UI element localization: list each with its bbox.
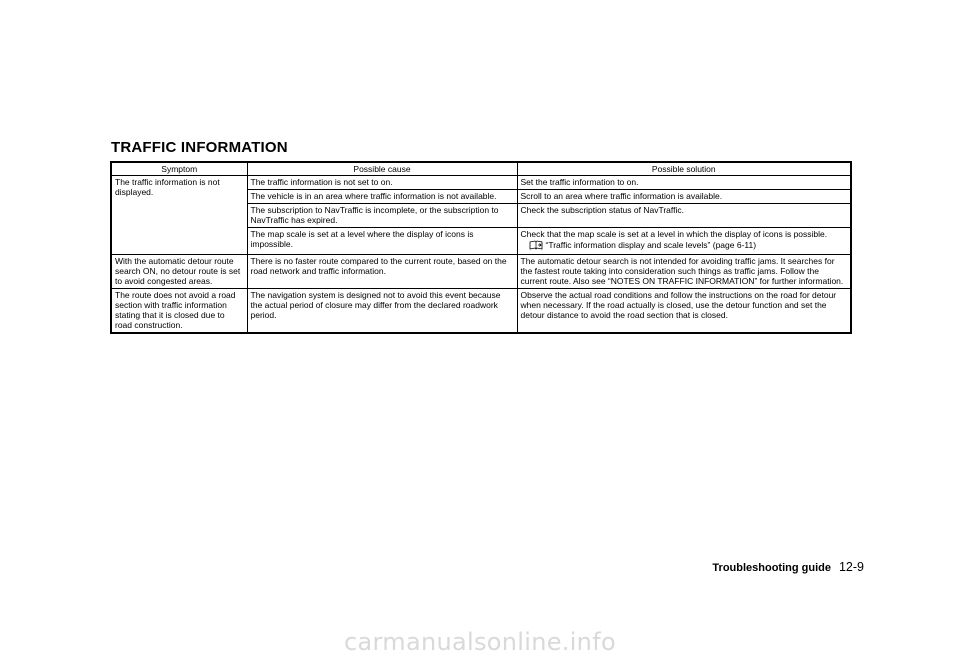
cause-cell: The traffic information is not set to on. bbox=[247, 176, 517, 190]
page-number: 12-9 bbox=[838, 560, 864, 574]
symptom-cell: With the automatic detour route search ON, no detour route is set to avoid congested areas. bbox=[111, 255, 247, 289]
table-header-row bbox=[111, 162, 851, 176]
solution-cell: Set the traffic information to on. bbox=[517, 176, 851, 190]
page-reference[interactable] bbox=[521, 240, 848, 252]
solution-cell: Observe the actual road conditions and follow the instructions on the road for detour when necessary. If the road actually is closed, use the detour function and set the detour distance to avoid the road section that is closed. bbox=[517, 289, 851, 334]
page-footer bbox=[712, 560, 864, 574]
table-row bbox=[111, 176, 851, 190]
watermark: carmanualsonline.info bbox=[344, 628, 616, 656]
footer-guide-label: Troubleshooting guide bbox=[712, 562, 831, 574]
symptom-cell: The traffic information is not displayed. bbox=[111, 176, 247, 255]
solution-cell: The automatic detour search is not intended for avoiding traffic jams. It searches for the fastest route taking into consideration such things as traffic jams. Follow the current route. Also see “NOTES ON TRAFFIC INFORMATION” for further information. bbox=[517, 255, 851, 289]
solution-cell: Check the subscription status of NavTraffic. bbox=[517, 204, 851, 228]
solution-cell bbox=[517, 228, 851, 255]
cause-cell: The subscription to NavTraffic is incomplete, or the subscription to NavTraffic has expired. bbox=[247, 204, 517, 228]
cause-cell: There is no faster route compared to the current route, based on the road network and traffic information. bbox=[247, 255, 517, 289]
table-row bbox=[111, 289, 851, 334]
section-title: TRAFFIC INFORMATION bbox=[111, 139, 288, 156]
header-possible-cause: Possible cause bbox=[247, 162, 517, 176]
cause-cell: The vehicle is in an area where traffic information is not available. bbox=[247, 190, 517, 204]
solution-cell: Scroll to an area where traffic information is available. bbox=[517, 190, 851, 204]
book-reference-icon bbox=[529, 240, 543, 252]
table-row bbox=[111, 255, 851, 289]
header-possible-solution: Possible solution bbox=[517, 162, 851, 176]
cause-cell: The map scale is set at a level where the display of icons is impossible. bbox=[247, 228, 517, 255]
header-symptom: Symptom bbox=[111, 162, 247, 176]
solution-text: Check that the map scale is set at a level in which the display of icons is possible. bbox=[520, 229, 828, 239]
symptom-cell: The route does not avoid a road section with traffic information stating that it is closed due to road construction. bbox=[111, 289, 247, 334]
cause-cell: The navigation system is designed not to avoid this event because the actual period of closure may differ from the declared roadwork period. bbox=[247, 289, 517, 334]
traffic-info-table bbox=[110, 161, 852, 334]
reference-text: “Traffic information display and scale levels” (page 6-11) bbox=[545, 240, 757, 250]
